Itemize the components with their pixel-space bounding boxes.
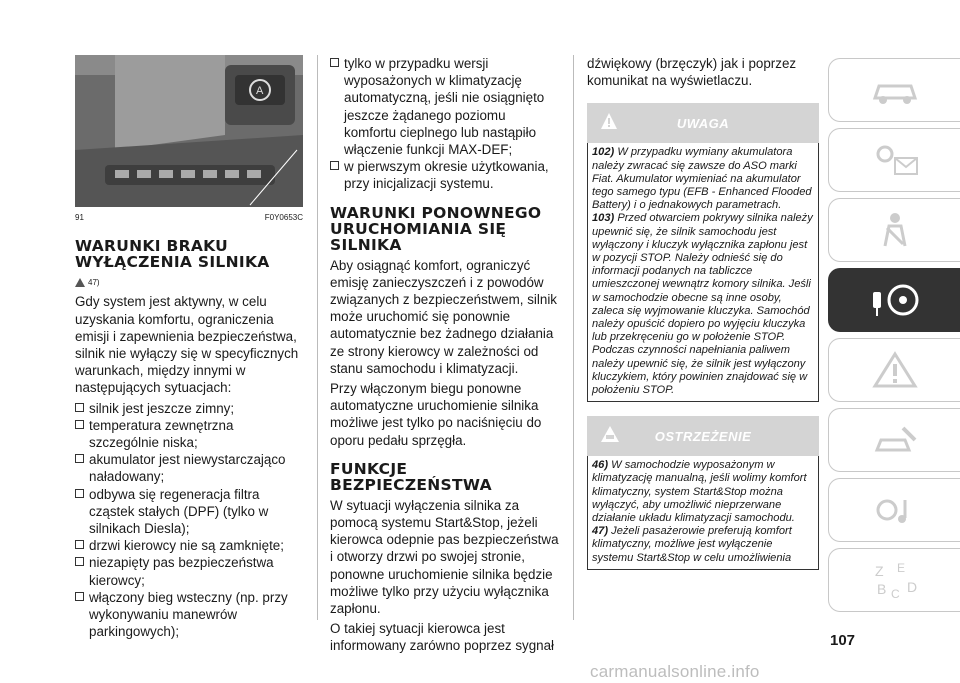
checkbox-bullet-icon [75, 454, 84, 463]
svg-text:Z: Z [874, 563, 884, 579]
list-item: tylko w przypadku wersji wyposażonych w klimatyzację automatyczną, jeśli nie osiągnięto jeszcze żądanego poziomu komfortu cieplnego lub nastąpiło włączenie funkcji MAX-DEF; [330, 55, 560, 158]
paragraph: O takiej sytuacji kierowca jest informowany zarówno poprzez sygnał [330, 621, 555, 654]
conditions-list [75, 400, 303, 641]
ostrzezenie-title: OSTRZEŻENIE [654, 429, 752, 445]
paragraph: Aby osiągnąć komfort, ograniczyć emisję zanieczyszczeń i z powodów związanych z bezpieczeństwem, silnik może uruchomić się ponownie automatycznie bez żadnego działania ze strony kierowcy w zależności od stanu samochodu i klimatyzacji. [330, 257, 557, 376]
warning-triangle-icon [75, 278, 85, 287]
list-item: temperatura zewnętrzna szczególnie niska; [75, 417, 303, 451]
column-1 [75, 55, 303, 643]
checkbox-bullet-icon [75, 540, 84, 549]
tab-warnings[interactable] [828, 338, 960, 402]
figure-number: 91 [75, 213, 84, 222]
svg-text:D: D [906, 579, 917, 595]
lights-mail-icon [867, 140, 923, 180]
svg-text:B: B [876, 581, 886, 597]
watermark-footer[interactable]: carmanualsonline.info [590, 662, 760, 681]
section-title-safety: FUNKCJE BEZPIECZEŃSTWA [330, 459, 492, 494]
checkbox-bullet-icon [75, 557, 84, 566]
figure-image [75, 55, 303, 207]
warning-reference [75, 274, 303, 291]
list-item: włączony bieg wsteczny (np. przy wykonywaniu manewrów parkingowych); [75, 589, 303, 641]
wrench-car-icon [867, 420, 923, 460]
seatbelt-icon [867, 210, 923, 250]
alphabet-index-icon [867, 560, 923, 600]
svg-text:A: A [256, 85, 264, 97]
ostrzezenie-body [587, 456, 819, 570]
tab-starting-driving[interactable] [828, 268, 960, 332]
dashboard-photo [75, 55, 303, 207]
tab-multimedia[interactable] [828, 478, 960, 542]
tab-car[interactable] [828, 58, 960, 122]
note-paragraph: 102) W przypadku wymiany akumulatora należy zwracać się zawsze do ASO marki Fiat. Akumulator wymieniać na akumulator tego samego typu (EFB - Enhanced Flooded Battery) i o jednakowych parametrach. [592, 146, 812, 212]
list-item: akumulator jest niewystarczająco naładowany; [75, 451, 303, 485]
note-paragraph: 103) Przed otwarciem pokrywy silnika należy upewnić się, że silnik samochodu jest wyłączony i kluczyk wyłącznika zapłonu jest w pozycji STOP. Należy odnieść się do informacji podanych na tabliczce umieszczonej wewnątrz komory silnika. Jeśli w samochodzie obecne są inne osoby, zaleca się wyjmowanie kluczyka. Samochód należy opuścić dopiero po wyjęciu kluczyka lub przekręceniu go w położenie STOP. Podczas czynności napełniania paliwem należy upewnić się, że silnik jest wyłączony kluczykiem, który powinien znajdować się w położeniu STOP. [592, 212, 813, 397]
svg-text:C: C [890, 587, 900, 600]
warning-triangle-icon [867, 350, 923, 390]
checkbox-bullet-icon [330, 161, 339, 170]
checkbox-bullet-icon [75, 592, 84, 601]
checkbox-bullet-icon [75, 489, 84, 498]
tab-emergency[interactable] [828, 408, 960, 472]
column-2 [330, 55, 560, 658]
ostrzezenie-header [587, 416, 819, 456]
paragraph: dźwiękowy (brzęczyk) jak i poprzez komunikat na wyświetlaczu. [587, 56, 797, 89]
conditions-list-continued [330, 55, 560, 193]
list-item: w pierwszym okresie użytkowania, przy inicjalizacji systemu. [330, 158, 560, 192]
uwaga-body [587, 143, 819, 402]
car-icon [867, 70, 923, 110]
paragraph: Przy włączonym biegu ponowne automatyczne uruchomienie silnika możliwe jest tylko po naciśnięciu do oporu pedału sprzęgła. [330, 381, 542, 448]
steering-wheel-key-icon [867, 280, 923, 320]
column-divider [573, 55, 574, 620]
tab-index[interactable] [828, 548, 960, 612]
note-paragraph: 47) Jeżeli pasażerowie preferują komfort klimatyczny, możliwe jest wyłączenie systemu Start&Stop w celu umożliwienia [592, 525, 792, 564]
uwaga-title: UWAGA [676, 116, 730, 132]
list-item: drzwi kierowcy nie są zamknięte; [75, 537, 303, 554]
checkbox-bullet-icon [75, 403, 84, 412]
figure-caption [75, 209, 303, 226]
checkbox-bullet-icon [330, 58, 339, 67]
list-item: niezapięty pas bezpieczeństwa kierowcy; [75, 554, 303, 588]
checkbox-bullet-icon [75, 420, 84, 429]
paragraph: W sytuacji wyłączenia silnika za pomocą systemu Start&Stop, jeżeli kierowca odepnie pas bezpieczeństwa i otworzy drzwi po swojej stronie, ponowne uruchomienie silnika będzie możliwe tylko przy użyciu wyłącznika zapłonu. [330, 497, 559, 617]
list-item: odbywa się regeneracja filtra cząstek stałych (DPF) (tylko w silnikach Diesla); [75, 486, 303, 538]
svg-text:E: E [896, 561, 905, 575]
tab-safety[interactable] [828, 198, 960, 262]
tab-lights[interactable] [828, 128, 960, 192]
note-paragraph: 46) W samochodzie wyposażonym w klimatyzację manualną, jeśli wolimy komfort klimatyczny, system Start&Stop można wyłączyć, aby umożliwić nieprzerwane działanie układu klimatyzacji samochodu. [592, 459, 807, 525]
figure-code: F0Y0653C [264, 213, 303, 222]
page-number: 107 [830, 632, 856, 649]
column-divider [317, 55, 318, 620]
uwaga-header [587, 103, 819, 143]
intro-paragraph: Gdy system jest aktywny, w celu uzyskania komfortu, ograniczenia emisji i zapewnienia bezpieczeństwa, silnik nie wyłączy się w specyficznych warunkach, między innymi w następujących sytuacjach: [75, 294, 299, 396]
column-3 [587, 55, 819, 570]
chapter-tabs [828, 58, 960, 618]
gear-music-icon [867, 490, 923, 530]
section-title-restart: WARUNKI PONOWNEGO URUCHOMIANIA SIĘ SILNIKA [330, 203, 542, 254]
section-title: WARUNKI BRAKU WYŁĄCZENIA SILNIKA [75, 237, 270, 272]
reference-number: 47) [88, 278, 100, 288]
list-item: silnik jest jeszcze zimny; [75, 400, 303, 417]
